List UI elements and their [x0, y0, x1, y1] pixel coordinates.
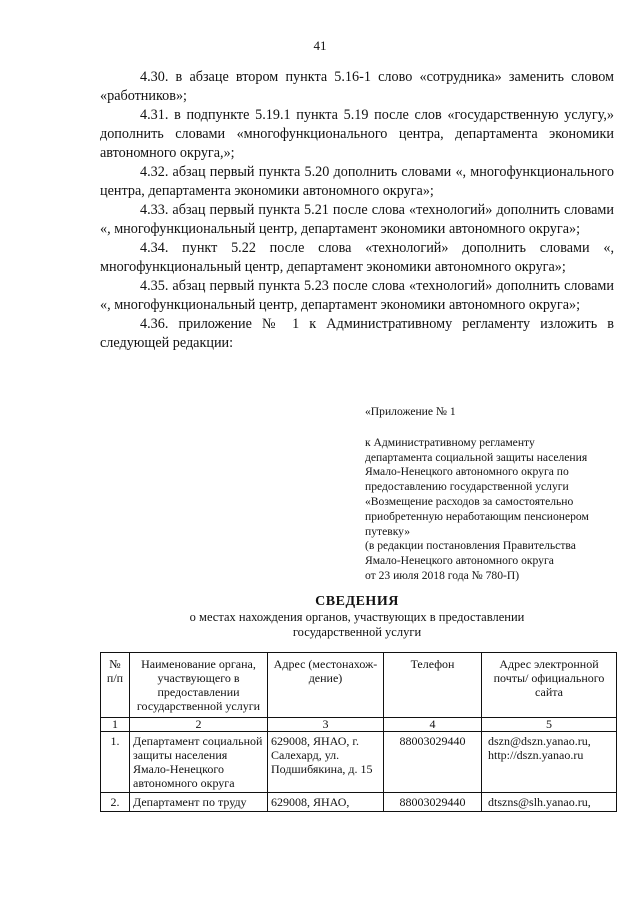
row-name: Департамент по труду [130, 793, 268, 812]
heading-title: СВЕДЕНИЯ [315, 594, 399, 609]
appendix-line: путевку» [365, 524, 411, 538]
appendix-line: Ямало-Ненецкого автономного округа по [365, 465, 569, 479]
appendix-line: департамента социальной защиты населения [365, 450, 588, 464]
section-heading [100, 594, 614, 640]
row-address: 629008, ЯНАО, [268, 793, 384, 812]
amendment-4-31: 4.31. в подпункте 5.19.1 пункта 5.19 после слов «государственную услугу,» дополнить словами «многофункционального центра, департамента экономики автономного округа,»; [100, 107, 614, 161]
index-cell: 3 [268, 718, 384, 732]
amendment-4-30: 4.30. в абзаце втором пункта 5.16-1 слово «сотрудника» заменить словом «работников»; [100, 69, 614, 104]
appendix-header [365, 405, 635, 584]
appendix-line: (в редакции постановления Правительства [365, 539, 576, 553]
table-header-row [101, 653, 617, 718]
heading-subtitle: о местах нахождения органов, участвующих в предоставлении [189, 610, 525, 624]
row-phone: 88003029440 [384, 793, 482, 812]
table-row [101, 793, 617, 812]
index-cell: 4 [384, 718, 482, 732]
amendment-4-32: 4.32. абзац первый пункта 5.20 дополнить словами «, многофункционального центра, департамента экономики автономного округа»; [100, 164, 614, 199]
appendix-line: предоставлению государственной услуги [365, 480, 569, 494]
index-cell: 2 [130, 718, 268, 732]
row-phone: 88003029440 [384, 732, 482, 793]
header-name: Наименование органа, участвующего в предоставлении государственной услуги [130, 653, 268, 718]
table-row [101, 732, 617, 793]
header-address: Адрес (местонахож-дение) [268, 653, 384, 718]
row-num: 1. [101, 732, 130, 793]
amendments-list [100, 68, 614, 353]
page-number: 41 [313, 38, 327, 53]
appendix-line: «Возмещение расходов за самостоятельно [365, 494, 574, 508]
amendment-4-34: 4.34. пункт 5.22 после слова «технологий» дополнить словами «, многофункциональный центр, департамент экономики автономного округа»; [100, 240, 614, 275]
amendment-4-36: 4.36. приложение № 1 к Административному регламенту изложить в следующей редакции: [100, 316, 614, 351]
appendix-line: Ямало-Ненецкого автономного округа [365, 554, 554, 568]
index-cell: 1 [101, 718, 130, 732]
column-index-row [101, 718, 617, 732]
header-phone: Телефон [384, 653, 482, 718]
header-email: Адрес электронной почты/ официального сайта [482, 653, 617, 718]
amendment-4-35: 4.35. абзац первый пункта 5.23 после слова «технологий» дополнить словами «, многофункциональный центр, департамент экономики автономного округа»; [100, 278, 614, 313]
row-name: Департамент социальной защиты населения Ямало-Ненецкого автономного округа [130, 732, 268, 793]
appendix-line: к Административному регламенту [365, 435, 535, 449]
index-cell: 5 [482, 718, 617, 732]
header-num: № п/п [101, 653, 130, 718]
appendix-line: от 23 июля 2018 года № 780-П) [365, 568, 520, 582]
agencies-table [100, 652, 617, 812]
row-num: 2. [101, 793, 130, 812]
row-email: dtszns@slh.yanao.ru, [482, 793, 617, 812]
row-address: 629008, ЯНАО, г. Салехард, ул. Подшибякина, д. 15 [268, 732, 384, 793]
amendment-4-33: 4.33. абзац первый пункта 5.21 после слова «технологий» дополнить словами «, многофункциональный центр, департамент экономики автономного округа»; [100, 202, 614, 237]
row-email: dszn@dszn.yanao.ru, http://dszn.yanao.ru [482, 732, 617, 793]
appendix-title: «Приложение № 1 [365, 405, 456, 418]
heading-subtitle: государственной услуги [292, 625, 422, 639]
appendix-line: приобретенную неработающим пенсионером [365, 509, 589, 523]
